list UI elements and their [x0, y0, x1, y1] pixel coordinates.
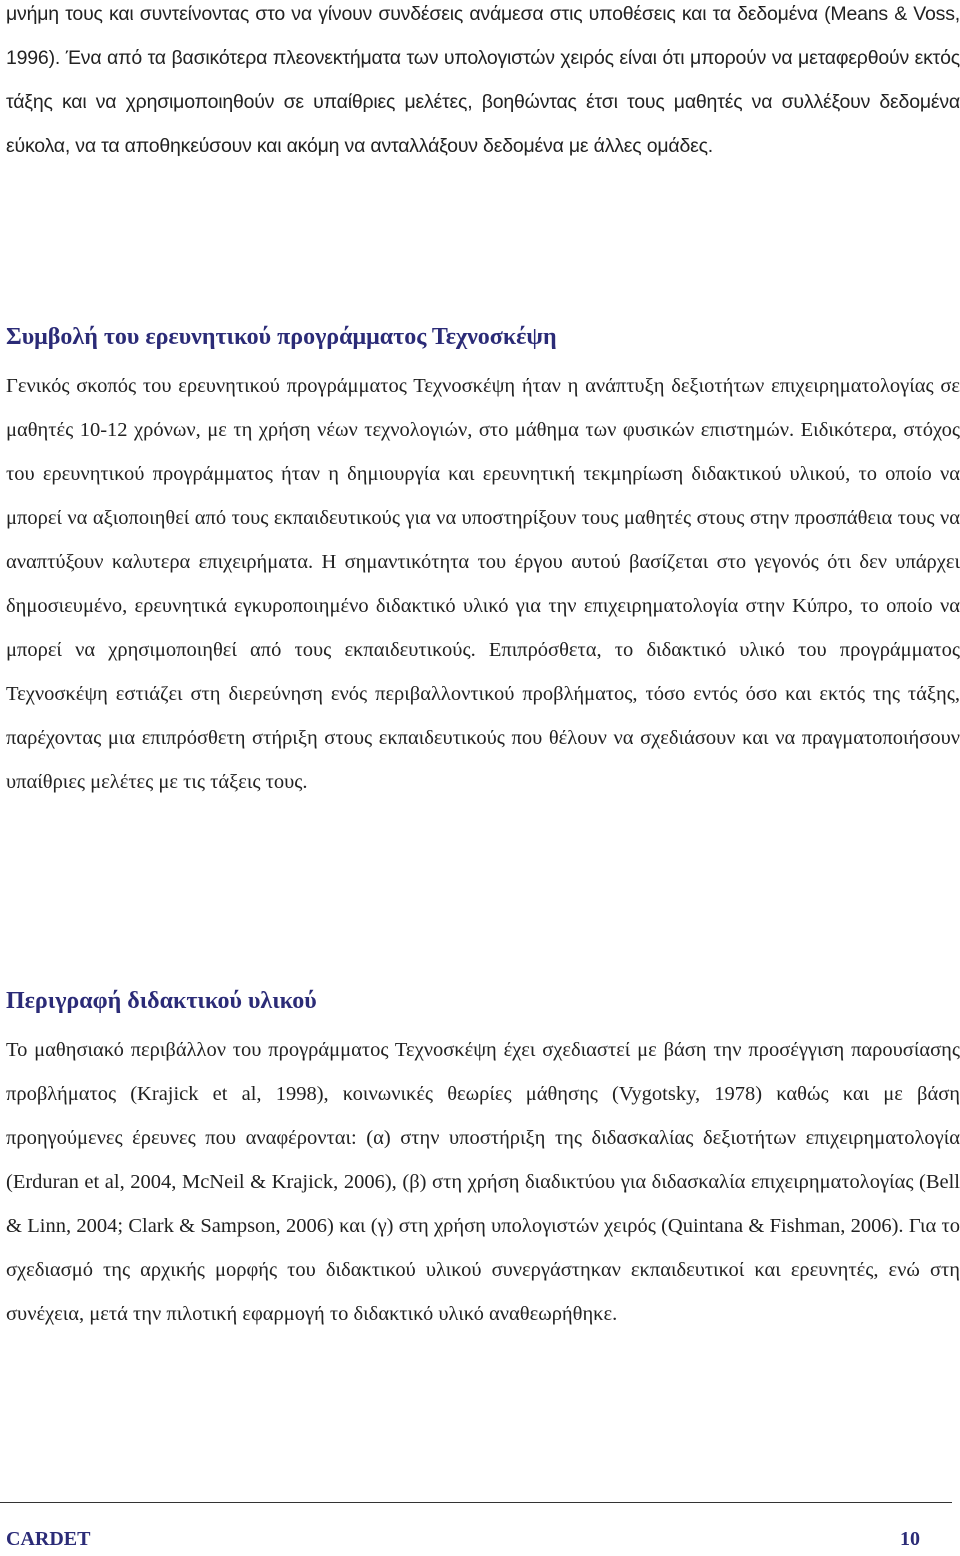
paragraph-contribution: Γενικός σκοπός του ερευνητικού προγράμματος Τεχνοσκέψη ήταν η ανάπτυξη δεξιοτήτων επιχειρηματολογίας σε μαθητές 10-12 χρόνων, με τη χρήση νέων τεχνολογιών, στο μάθημα των φυσικών επιστημών. Ειδικότερα, στόχος του ερευνητικού προγράμματος ήταν η δημιουργία και ερευνητική τεκμηρίωση διδακτικού υλικού, το οποίο να μπορεί να αξιοποιηθεί από τους εκπαιδευτικούς για να υποστηρίξουν τους μαθητές στους στην προσπάθεια τους να αναπτύξουν καλυτερα επιχειρήματα. Η σημαντικότητα του έργου αυτού βασίζεται στο γεγονός ότι δεν υπάρχει δημοσιευμένο, ερευνητικά εγκυροποιημένο διδακτικό υλικό για την επιχειρηματολογία στην Κύπρο, το οποίο να μπορεί να χρησιμοποιηθεί από τους εκπαιδευτικούς. Επιπρόσθετα, το διδακτικό υλικό του προγράμματος Τεχνοσκέψη εστιάζει στη διερεύνηση ενός περιβαλλοντικού προβλήματος, τόσο εντός όσο και εκτός της τάξης, παρέχοντας μια επιπρόσθετη στήριξη στους εκπαιδευτικούς που θέλουν να σχεδιάσουν και να πραγματοποιήσουν υπαίθριες μελέτες με τις τάξεις τους.: [6, 375, 960, 793]
footer-divider: [0, 1502, 952, 1503]
page-number: 10: [900, 1528, 920, 1550]
section-heading-contribution: Συμβολή του ερευνητικού προγράμματος Τεχνοσκέψη: [6, 324, 557, 350]
paragraph-intro-continuation: μνήμη τους και συντείνοντας στο να γίνουν συνδέσεις ανάμεσα στις υποθέσεις και τα δεδομένα (Means & Voss, 1996). Ένα από τα βασικότερα πλεονεκτήματα των υπολογιστών χειρός είναι ότι μπορούν να μεταφερθούν εκτός τάξης και να χρησιμοποιηθούν σε υπαίθριες μελέτες, βοηθώντας έτσι τους μαθητές να συλλέξουν δεδομένα εύκολα, να τα αποθηκεύσουν και ακόμη να ανταλλάξουν δεδομένα με άλλες ομάδες.: [6, 3, 960, 157]
paragraph-material-description: Το μαθησιακό περιβάλλον του προγράμματος Τεχνοσκέψη έχει σχεδιαστεί με βάση την προσέγγιση παρουσίασης προβλήματος (Krajick et al, 1998), κοινωνικές θεωρίες μάθησης (Vygotsky, 1978) καθώς και με βάση προηγούμενες έρευνες που αναφέρονται: (α) στην υποστήριξη της διδασκαλίας δεξιοτήτων επιχειρηματολογία (Erduran et al, 2004, McNeil & Krajick, 2006), (β) στη χρήση διαδικτύου για διδασκαλία επιχειρηματολογίας (Bell & Linn, 2004; Clark & Sampson, 2006) και (γ) στη χρήση υπολογιστών χειρός (Quintana & Fishman, 2006). Για το σχεδιασμό της αρχικής μορφής του διδακτικού υλικού συνεργάστηκαν εκπαιδευτικοί και ερευνητές, ενώ στη συνέχεια, μετά την πιλοτική εφαρμογή το διδακτικό υλικό αναθεωρήθηκε.: [6, 1039, 960, 1325]
section-heading-material-description: Περιγραφή διδακτικού υλικού: [6, 988, 317, 1014]
footer-organization: CARDET: [6, 1528, 91, 1550]
